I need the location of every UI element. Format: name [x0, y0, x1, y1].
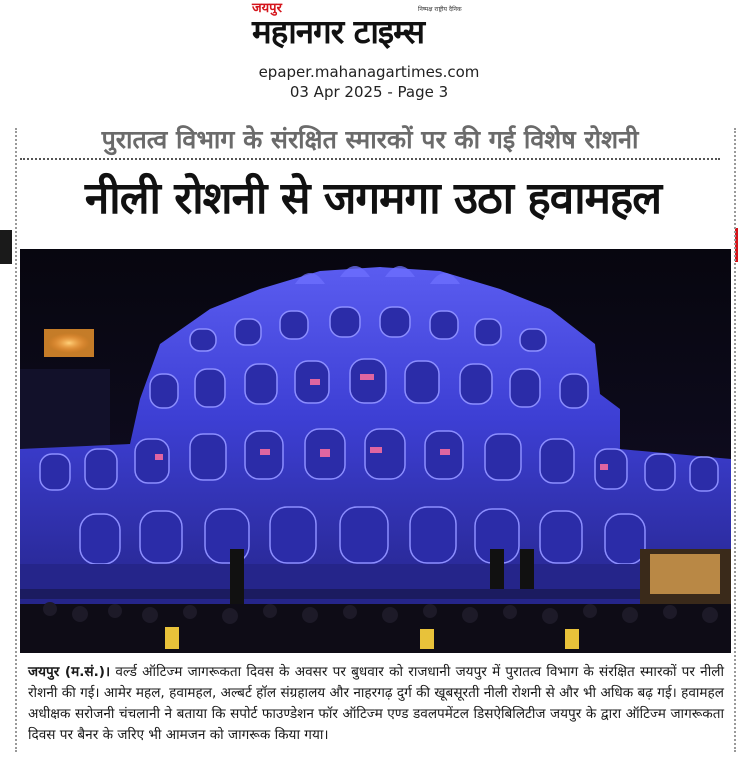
masthead-city: जयपुर	[252, 1, 282, 16]
article-body-text: वर्ल्ड ऑटिज्म जागरूकता दिवस के अवसर पर बुधवार को राजधानी जयपुर में पुरातत्व विभाग के संरक्षित स्मारकों पर नीली रोशनी की गई। आमेर महल, हवामहल, अल्बर्ट हॉल संग्रहालय और नाहरगढ़ दुर्ग की खूबसूरती नीली रोशनी से और भी अधिक बढ़ गई। हवामहल अधीक्षक सरोजनी चंचलानी ने बताया कि सपोर्ट फाउण्डेशन फॉर ऑटिज्म एण्ड डवलपमेंटल डिसऐबिलिटीज जयपुर के द्वारा ऑटिज्म जागरूकता दिवस पर बैनर के जरिए भी आमजन को जागरूक किया गया।	[28, 664, 724, 743]
clipping-border-left	[15, 128, 17, 752]
kicker-divider	[20, 158, 720, 160]
article-body	[28, 662, 724, 746]
hawa-mahal-illustration	[20, 249, 731, 653]
edition-date-page: 03 Apr 2025 - Page 3	[289, 83, 449, 101]
clipping-edge-mark	[0, 230, 12, 264]
hawa-mahal-photo	[20, 249, 731, 653]
masthead-title: महानगर टाइम्स	[252, 12, 425, 51]
epaper-url: epaper.mahanagartimes.com	[258, 63, 480, 81]
article-headline: नीली रोशनी से जगमगा उठा हवामहल	[84, 173, 662, 224]
masthead-tagline: निष्पक्ष राष्ट्रीय दैनिक	[418, 6, 462, 13]
article-kicker: पुरातत्व विभाग के संरक्षित स्मारकों पर की गई विशेष रोशनी	[101, 125, 639, 154]
article-byline: जयपुर (म.सं.)।	[28, 664, 111, 680]
masthead-logo	[252, 0, 492, 58]
clipping-border-right	[734, 128, 736, 752]
